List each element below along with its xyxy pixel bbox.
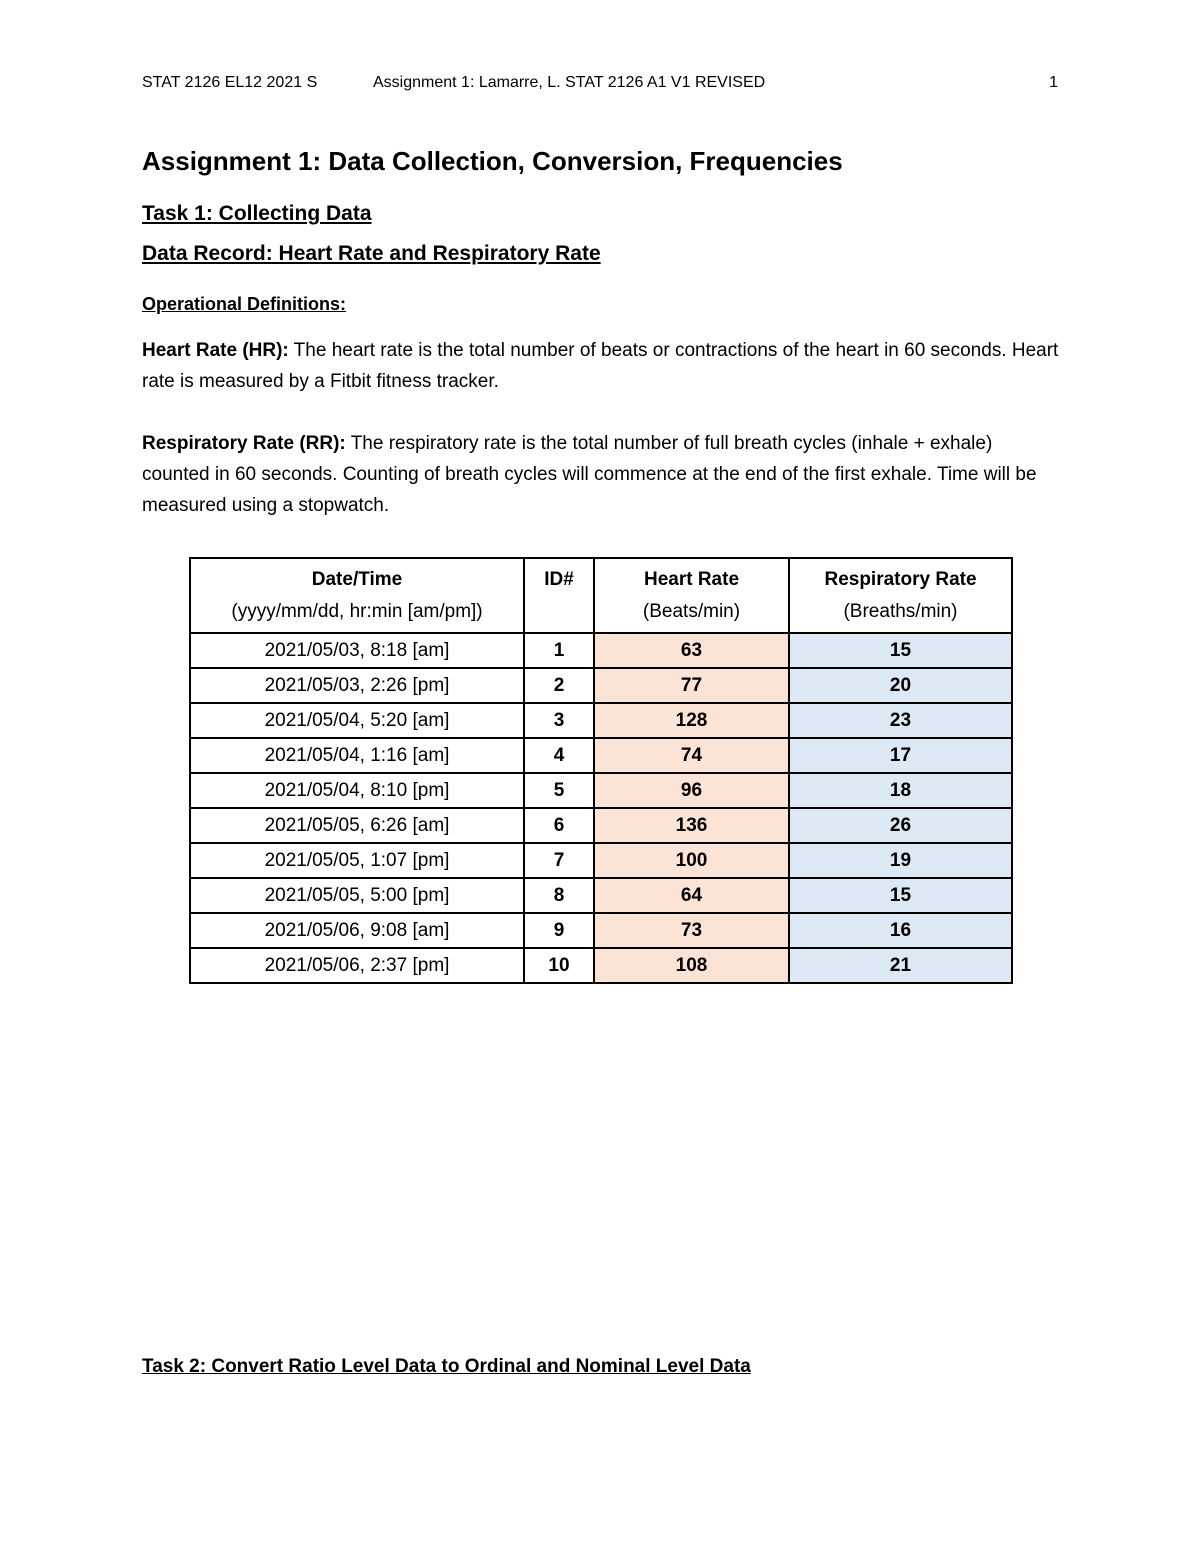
heart-rate-term: Heart Rate (HR): xyxy=(142,340,289,361)
table-row xyxy=(190,808,1012,843)
cell-heart-rate: 63 xyxy=(594,633,789,668)
cell-heart-rate: 64 xyxy=(594,878,789,913)
heart-rate-text: The heart rate is the total number of beats or contractions of the heart in 60 seconds. Heart rate is measured by a Fitbit fitness tracker. xyxy=(142,340,1059,392)
task1-heading: Task 1: Collecting Data xyxy=(142,202,372,225)
course-code: STAT 2126 EL12 2021 S xyxy=(142,74,318,91)
cell-respiratory-rate: 21 xyxy=(789,948,1012,983)
respiratory-rate-text: The respiratory rate is the total number of full breath cycles (inhale + exhale) counted in 60 seconds. Counting of breath cycles will commence at the end of the first exhale. Time will be measured using a stopwatch. xyxy=(142,433,1037,516)
cell-respiratory-rate: 18 xyxy=(789,773,1012,808)
cell-heart-rate: 136 xyxy=(594,808,789,843)
heart-rate-definition xyxy=(142,335,1062,397)
respiratory-rate-term: Respiratory Rate (RR): xyxy=(142,433,346,454)
data-record-heading: Data Record: Heart Rate and Respiratory Rate xyxy=(142,242,601,265)
cell-respiratory-rate: 15 xyxy=(789,633,1012,668)
col-header-respiratory-rate: Respiratory Rate (Breaths/min) xyxy=(789,558,1012,633)
cell-id: 3 xyxy=(524,703,594,738)
table-row xyxy=(190,843,1012,878)
cell-datetime: 2021/05/04, 8:10 [pm] xyxy=(190,773,524,808)
table-row xyxy=(190,948,1012,983)
cell-respiratory-rate: 19 xyxy=(789,843,1012,878)
cell-respiratory-rate: 17 xyxy=(789,738,1012,773)
col-unit-heart-rate: (Beats/min) xyxy=(642,601,741,622)
table-row xyxy=(190,633,1012,668)
cell-heart-rate: 128 xyxy=(594,703,789,738)
cell-respiratory-rate: 16 xyxy=(789,913,1012,948)
col-unit-respiratory-rate: (Breaths/min) xyxy=(843,601,958,622)
cell-id: 10 xyxy=(524,948,594,983)
table-row xyxy=(190,913,1012,948)
cell-heart-rate: 100 xyxy=(594,843,789,878)
cell-respiratory-rate: 26 xyxy=(789,808,1012,843)
cell-id: 7 xyxy=(524,843,594,878)
col-header-id: ID# xyxy=(524,558,594,633)
col-unit-datetime: (yyyy/mm/dd, hr:min [am/pm]) xyxy=(231,601,483,622)
table-row xyxy=(190,668,1012,703)
cell-heart-rate: 74 xyxy=(594,738,789,773)
operational-definitions-label: Operational Definitions: xyxy=(142,294,347,314)
task2-heading: Task 2: Convert Ratio Level Data to Ordinal and Nominal Level Data xyxy=(142,1356,751,1377)
table-row xyxy=(190,773,1012,808)
cell-datetime: 2021/05/05, 1:07 [pm] xyxy=(190,843,524,878)
cell-id: 6 xyxy=(524,808,594,843)
cell-id: 9 xyxy=(524,913,594,948)
cell-id: 5 xyxy=(524,773,594,808)
cell-id: 4 xyxy=(524,738,594,773)
table-row xyxy=(190,703,1012,738)
cell-id: 1 xyxy=(524,633,594,668)
table-row xyxy=(190,738,1012,773)
cell-datetime: 2021/05/05, 6:26 [am] xyxy=(190,808,524,843)
cell-heart-rate: 77 xyxy=(594,668,789,703)
cell-datetime: 2021/05/06, 2:37 [pm] xyxy=(190,948,524,983)
data-record-table xyxy=(189,557,1013,984)
respiratory-rate-definition xyxy=(142,428,1062,521)
page-number: 1 xyxy=(1049,74,1058,91)
col-header-heart-rate: Heart Rate (Beats/min) xyxy=(594,558,789,633)
cell-respiratory-rate: 23 xyxy=(789,703,1012,738)
running-head: Assignment 1: Lamarre, L. STAT 2126 A1 V1 REVISED xyxy=(373,74,766,91)
table-row xyxy=(190,878,1012,913)
table-header-row xyxy=(190,558,1012,633)
cell-datetime: 2021/05/06, 9:08 [am] xyxy=(190,913,524,948)
cell-respiratory-rate: 15 xyxy=(789,878,1012,913)
cell-datetime: 2021/05/03, 2:26 [pm] xyxy=(190,668,524,703)
document-title: Assignment 1: Data Collection, Conversion, Frequencies xyxy=(142,146,843,176)
cell-datetime: 2021/05/04, 5:20 [am] xyxy=(190,703,524,738)
cell-id: 8 xyxy=(524,878,594,913)
cell-heart-rate: 108 xyxy=(594,948,789,983)
col-header-datetime: Date/Time (yyyy/mm/dd, hr:min [am/pm]) xyxy=(190,558,524,633)
cell-datetime: 2021/05/03, 8:18 [am] xyxy=(190,633,524,668)
cell-id: 2 xyxy=(524,668,594,703)
cell-heart-rate: 96 xyxy=(594,773,789,808)
cell-heart-rate: 73 xyxy=(594,913,789,948)
cell-respiratory-rate: 20 xyxy=(789,668,1012,703)
cell-datetime: 2021/05/05, 5:00 [pm] xyxy=(190,878,524,913)
cell-datetime: 2021/05/04, 1:16 [am] xyxy=(190,738,524,773)
